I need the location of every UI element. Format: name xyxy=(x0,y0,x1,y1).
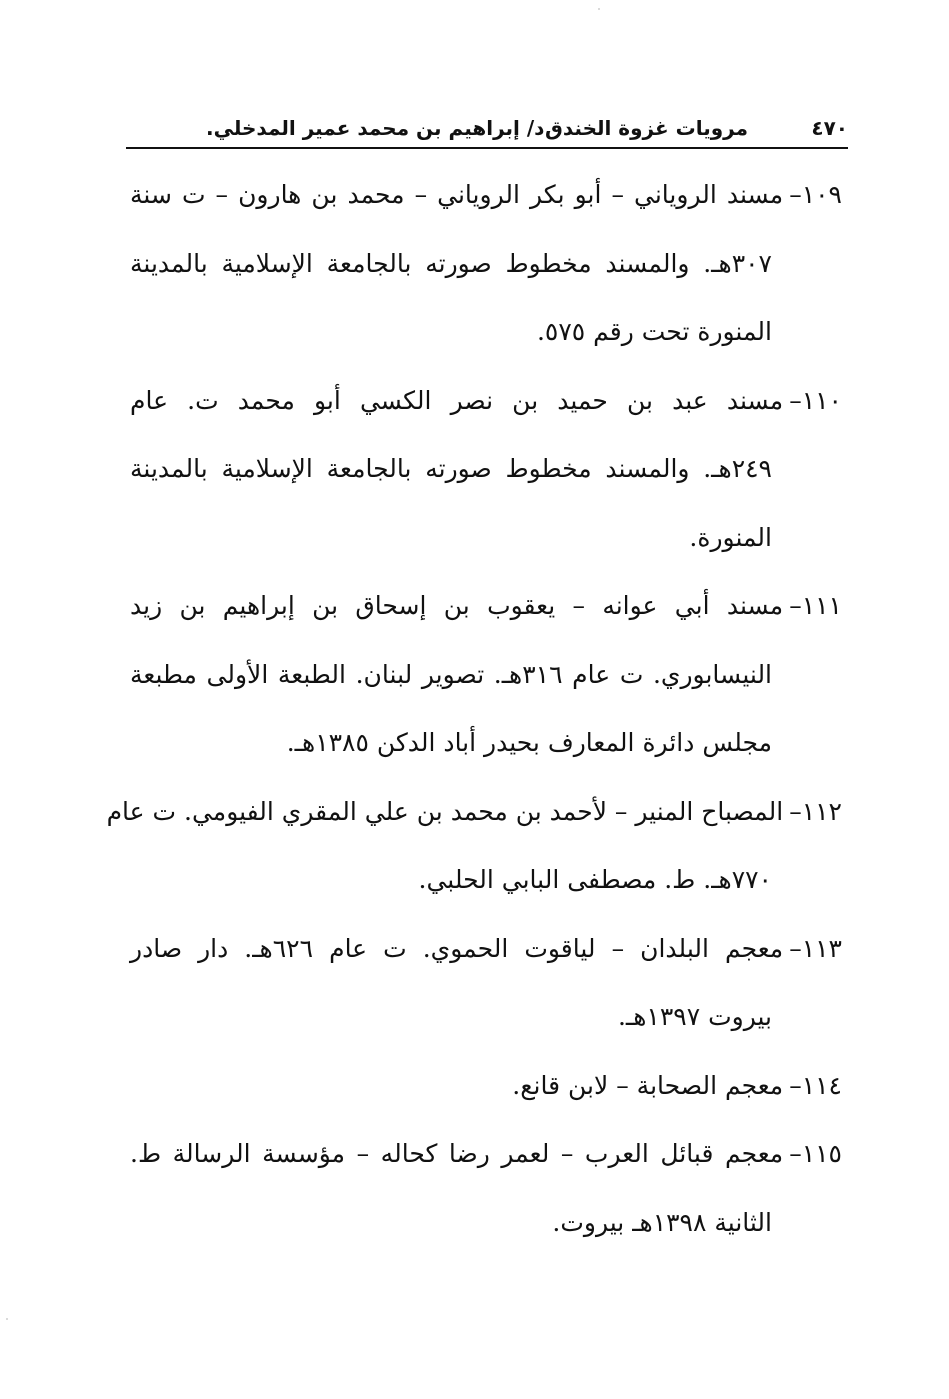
entry-line xyxy=(130,1056,842,1125)
entry-number: ١١٥– xyxy=(789,1139,842,1168)
bibliography-list xyxy=(106,165,842,1261)
entry-number: ١١١– xyxy=(789,591,842,620)
scan-speck xyxy=(598,8,600,10)
entry-line xyxy=(130,576,842,645)
author-name: د/ إبراهيم بن محمد عمير المدخلي. xyxy=(206,116,545,140)
entry-line xyxy=(130,371,842,440)
header-rule xyxy=(126,147,848,149)
bibliography-entry-113 xyxy=(130,919,842,1056)
entry-text: مسند أبي عوانه – يعقوب بن إسحاق بن إبراهيم بن زيد xyxy=(130,591,784,620)
entry-line: بيروت ١٣٩٧هـ. xyxy=(617,1002,772,1031)
page-number: ٤٧٠ xyxy=(811,116,848,140)
entry-text: معجم الصحابة – لابن قانع. xyxy=(512,1070,784,1100)
entry-line xyxy=(130,1124,842,1193)
entry-line xyxy=(106,782,842,851)
running-header xyxy=(126,112,848,148)
entry-number: ١١٠– xyxy=(789,385,842,415)
bibliography-entry-111 xyxy=(130,576,842,782)
bibliography-entry-109 xyxy=(130,165,842,371)
scan-speck xyxy=(6,1318,8,1320)
entry-text: مسند الروياني – أبو بكر الروياني – محمد بن هارون – ت سنة xyxy=(130,180,784,209)
entry-number: ١١٤– xyxy=(789,1070,842,1100)
entry-line xyxy=(130,165,842,234)
entry-line: مجلس دائرة المعارف بحيدر أباد الدكن ١٣٨٥هـ. xyxy=(286,728,772,757)
entry-line: ٢٤٩هـ. والمسند مخطوط صورته بالجامعة الإسلامية بالمدينة xyxy=(130,454,772,483)
bibliography-entry-114 xyxy=(130,1056,842,1125)
entry-number: ١١٣– xyxy=(789,933,842,963)
entry-line: المنورة. xyxy=(689,522,772,552)
book-title: مرويات غزوة الخندق xyxy=(544,116,748,140)
bibliography-entry-110 xyxy=(130,371,842,577)
entry-line: الثانية ١٣٩٨هـ بيروت. xyxy=(552,1207,772,1237)
bibliography-entry-115 xyxy=(130,1124,842,1261)
entry-number: ١٠٩– xyxy=(789,180,842,209)
entry-text: مسند عبد بن حميد بن نصر الكسي أبو محمد ت. عام xyxy=(130,385,784,415)
entry-number: ١١٢– xyxy=(789,796,842,826)
entry-line: المنورة تحت رقم ٥٧٥. xyxy=(536,317,772,346)
entry-line: ٣٠٧هـ. والمسند مخطوط صورته بالجامعة الإسلامية بالمدينة xyxy=(130,248,772,278)
bibliography-entry-112 xyxy=(106,782,842,919)
entry-text: معجم قبائل العرب – لعمر رضا كحاله – مؤسسة الرسالة ط. xyxy=(130,1139,784,1168)
entry-line: النيسابوري. ت عام ٣١٦هـ. تصوير لبنان. الطبعة الأولى مطبعة xyxy=(130,659,773,689)
entry-text: معجم البلدان – لياقوت الحموي. ت عام ٦٢٦هـ. دار صادر xyxy=(130,933,784,963)
entry-text: المصباح المنير – لأحمد بن محمد بن علي المقري الفيومي. ت عام xyxy=(106,796,784,826)
entry-line xyxy=(130,919,842,988)
entry-line: ٧٧٠هـ. ط. مصطفى البابي الحلبي. xyxy=(418,865,772,894)
